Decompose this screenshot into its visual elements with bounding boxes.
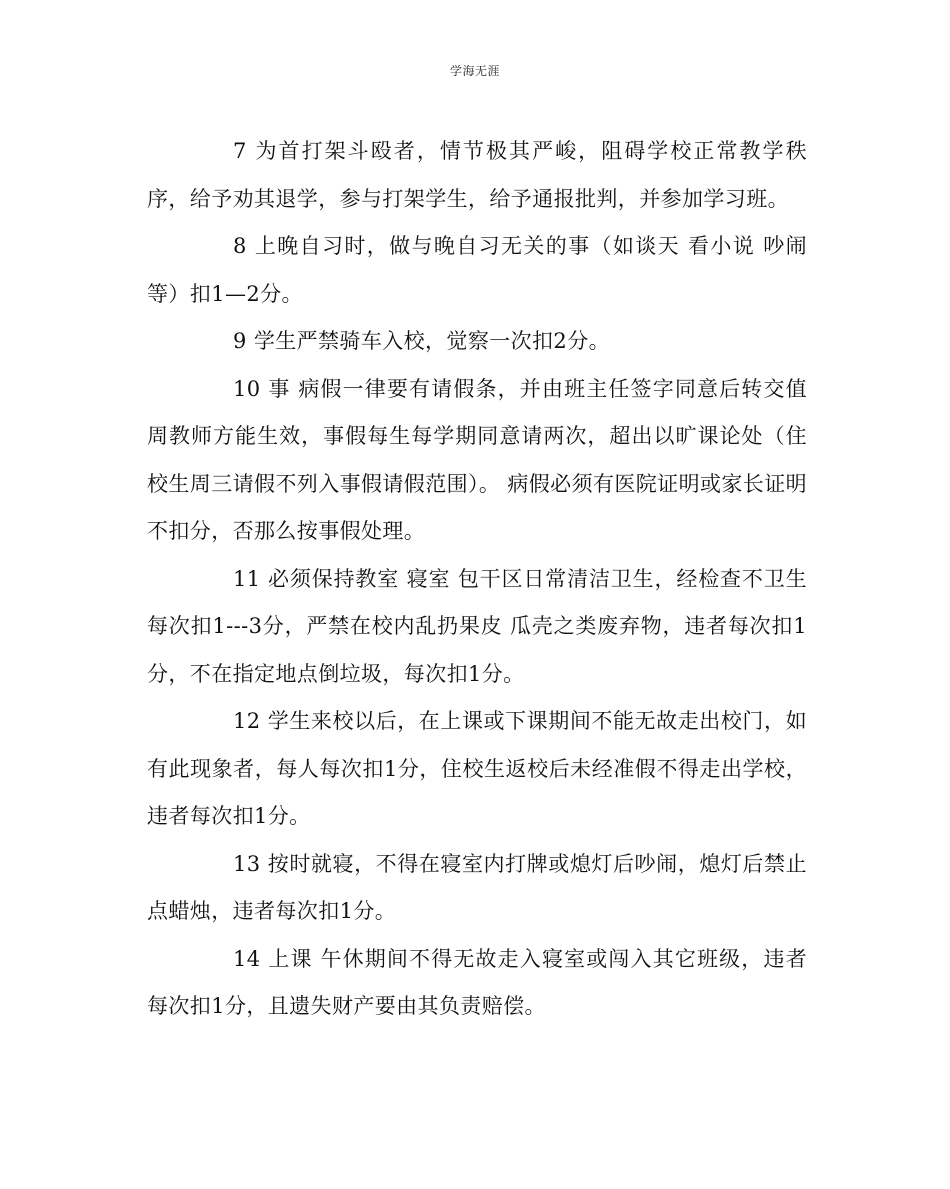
- rule-paragraph-14: 14 上课 午休期间不得无故走入寝室或闯入其它班级，违者每次扣1分，且遗失财产要由其负责赔偿。: [147, 946, 807, 1018]
- rule-paragraph-9: 9 学生严禁骑车入校，觉察一次扣2分。: [233, 329, 610, 353]
- page-header: 学海无涯: [449, 64, 500, 78]
- rule-paragraph-7: 7 为首打架斗殴者，情节极其严峻，阻碍学校正常教学秩序，给予劝其退学，参与打架学生，给予通报批判，并参加学习班。: [147, 139, 807, 211]
- rule-paragraph-11: 11 必须保持教室 寝室 包干区日常清洁卫生，经检查不卫生每次扣1---3分，严禁在校内乱扔果皮 瓜壳之类废弃物，违者每次扣1分，不在指定地点倒垃圾，每次扣1分。: [147, 566, 807, 686]
- document-body: [147, 128, 807, 1031]
- rule-paragraph-13: 13 按时就寝，不得在寝室内打牌或熄灯后吵闹，熄灯后禁止点蜡烛，违者每次扣1分。: [147, 851, 807, 923]
- rule-paragraph-12: 12 学生来校以后，在上课或下课期间不能无故走出校门，如有此现象者，每人每次扣1分，住校生返校后未经准假不得走出学校，违者每次扣1分。: [147, 709, 807, 828]
- rule-paragraph-10: 10 事 病假一律要有请假条，并由班主任签字同意后转交值周教师方能生效，事假每生每学期同意请两次，超出以旷课论处（住校生周三请假不列入事假请假范围）。 病假必须有医院证明或家长证明不扣分，否那么按事假处理。: [147, 376, 807, 543]
- rule-paragraph-8: 8 上晚自习时，做与晚自习无关的事（如谈天 看小说 吵闹等）扣1—2分。: [147, 234, 807, 306]
